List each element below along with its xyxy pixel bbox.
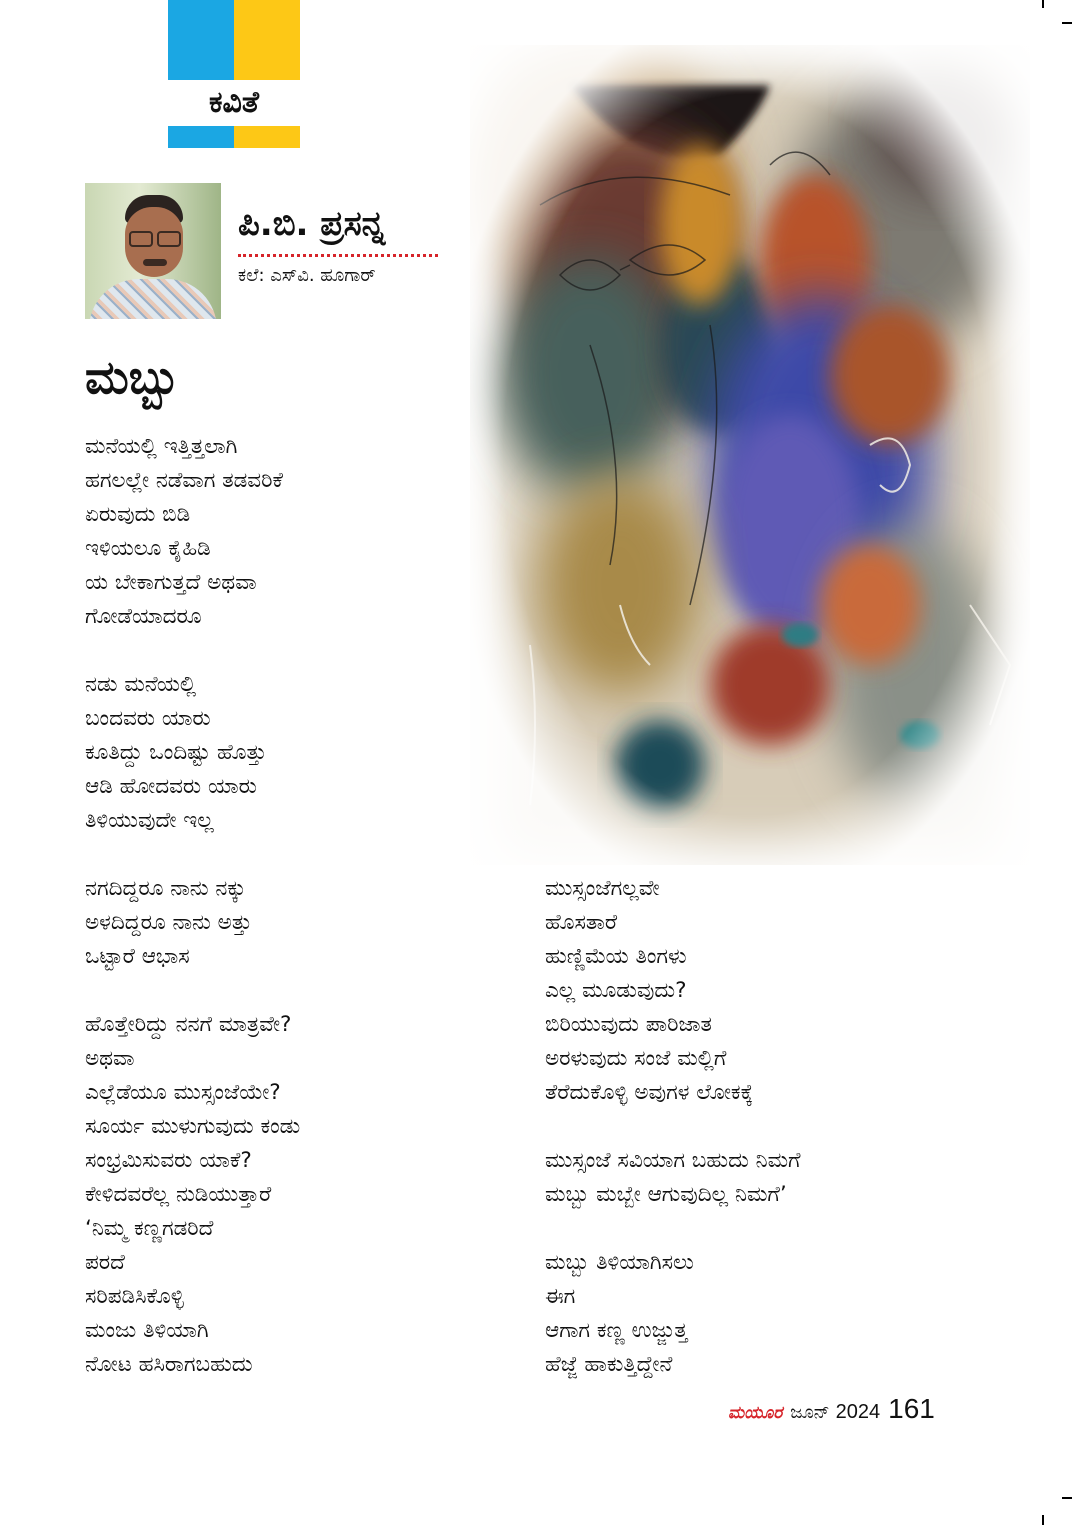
photo-glasses [129,231,153,247]
poem-line: ಗೋಡೆಯಾದರೂ [85,604,202,629]
poem-column-left [85,430,300,1416]
poem-line: ಸಂಭ್ರಮಿಸುವರು ಯಾಕೆ? [85,1148,252,1173]
poem-line: ಒಟ್ಟಾರೆ ಆಭಾಸ [85,944,190,969]
poem-line: ಆಗಾಗ ಕಣ್ಣ ಉಜ್ಜುತ್ತ [545,1318,688,1343]
poem-line: ಬಂದವರು ಯಾರು [85,706,211,731]
poem-line: ಆಡಿ ಹೋದವರು ಯಾರು [85,774,257,799]
poem-line: ಹುಣ್ಣಿಮೆಯ ತಿಂಗಳು [545,944,687,969]
crop-mark [1042,1515,1044,1525]
poem-stanza [545,1246,801,1382]
poem-line: ಬಿರಿಯುವುದು ಪಾರಿಜಾತ [545,1012,712,1037]
poem-line: ಇಳಿಯಲೂ ಕೈಹಿಡಿ [85,536,211,561]
author-photo [85,183,221,319]
poem-line: ಅರಳುವುದು ಸಂಜೆ ಮಲ್ಲಿಗೆ [545,1046,727,1071]
poem-line: ನೋಟ ಹಸಿರಾಗಬಹುದು [85,1352,253,1377]
tab-bar-yellow [234,126,300,148]
magazine-logo: ಮಯೂರ [728,1403,783,1423]
poem-line: ತಿಳಿಯುವುದೇ ಇಲ್ಲ [85,808,214,833]
poem-line: ಸರಿಪಡಿಸಿಕೊಳ್ಳಿ [85,1284,184,1309]
poem-line: ತೆರೆದುಕೊಳ್ಳಿ ಅವುಗಳ ಲೋಕಕ್ಕೆ [545,1080,754,1105]
poem-line: ಕೂತಿದ್ದು ಒಂದಿಷ್ಟು ಹೊತ್ತು [85,740,267,765]
photo-moustache [143,259,167,266]
poem-line: ಮಬ್ಬು ಮಬ್ಬೇ ಆಗುವುದಿಲ್ಲ ನಿಮಗೆ’ [545,1182,787,1207]
poem-stanza [85,872,300,974]
dotted-rule [238,254,438,257]
illustration-artwork [470,45,1030,865]
poem-line: ಮುಸ್ಸಂಜೆ ಸವಿಯಾಗ ಬಹುದು ನಿಮಗೆ [545,1148,801,1173]
tab-block-yellow [234,0,300,80]
poem-line: ಅಥವಾ [85,1046,135,1071]
crop-mark [1062,22,1072,24]
poem-line: ಪರದೆ [85,1250,125,1275]
poem-line: ಅಳದಿದ್ದರೂ ನಾನು ಅತ್ತು [85,910,252,935]
page-number: 161 [888,1393,935,1424]
poem-line: ಎಲ್ಲೆಡೆಯೂ ಮುಸ್ಸಂಜೆಯೇ? [85,1080,281,1105]
crop-mark [1042,0,1044,8]
poem-line: ಮುಸ್ಸಂಜೆಗಲ್ಲವೇ [545,876,660,901]
poem-title: ಮಬ್ಬು [85,350,180,404]
poem-stanza [85,430,300,634]
poem-line: ಕೇಳಿದವರೆಲ್ಲ ನುಡಿಯುತ್ತಾರೆ [85,1182,272,1207]
poem-line: ಮನೆಯಲ್ಲಿ ಇತ್ತಿತ್ತಲಾಗಿ [85,434,238,459]
poem-column-right [545,872,801,1416]
poem-stanza [545,872,801,1110]
artwork-vignette [470,45,1030,865]
crop-mark [1062,1497,1072,1499]
poem-line: ‘ನಿಮ್ಮ ಕಣ್ಣಗಡರಿದೆ [85,1216,214,1241]
poem-line: ಸೂರ್ಯ ಮುಳುಗುವುದು ಕಂಡು [85,1114,301,1139]
illustration-credit: ಕಲೆ: ಎಸ್‌ವಿ. ಹೂಗಾರ್ [238,265,376,286]
author-name: ಪಿ.ಬಿ. ಪ್ರಸನ್ನ [238,204,386,244]
section-tab [168,0,300,148]
page-footer [728,1393,935,1425]
poem-line: ಈಗ [545,1284,576,1309]
issue-month: ಜೂನ್ [790,1402,830,1423]
poem-line: ಹೊಸತಾರೆ [545,910,618,935]
poem-stanza [85,668,300,838]
photo-shirt [89,279,217,319]
poem-stanza [545,1144,801,1212]
poem-line: ಹೆಜ್ಜೆ ಹಾಕುತ್ತಿದ್ದೇನೆ [545,1352,673,1377]
poem-line: ಎಲ್ಲ ಮೂಡುವುದು? [545,978,687,1003]
tab-bar-blue [168,126,234,148]
poem-line: ನಗದಿದ್ದರೂ ನಾನು ನಕ್ಕು [85,876,246,901]
poem-line: ನಡು ಮನೆಯಲ್ಲಿ [85,672,197,697]
poem-line: ಮಬ್ಬು ತಿಳಿಯಾಗಿಸಲು [545,1250,694,1275]
tab-block-blue [168,0,234,80]
poem-line: ಹೊತ್ತೇರಿದ್ದು ನನಗೆ ಮಾತ್ರವೇ? [85,1012,292,1037]
poem-line: ಮಂಜು ತಿಳಿಯಾಗಿ [85,1318,209,1343]
section-label: ಕವಿತೆ [209,85,259,120]
poem-line: ಹಗಲಲ್ಲೇ ನಡೆವಾಗ ತಡವರಿಕೆ [85,468,283,493]
issue-year: 2024 [835,1401,881,1423]
poem-line: ಯ ಬೇಕಾಗುತ್ತದೆ ಅಥವಾ [85,570,257,595]
poem-stanza [85,1008,300,1382]
photo-glasses [157,231,181,247]
poem-line: ಏರುವುದು ಬಿಡಿ [85,502,191,527]
